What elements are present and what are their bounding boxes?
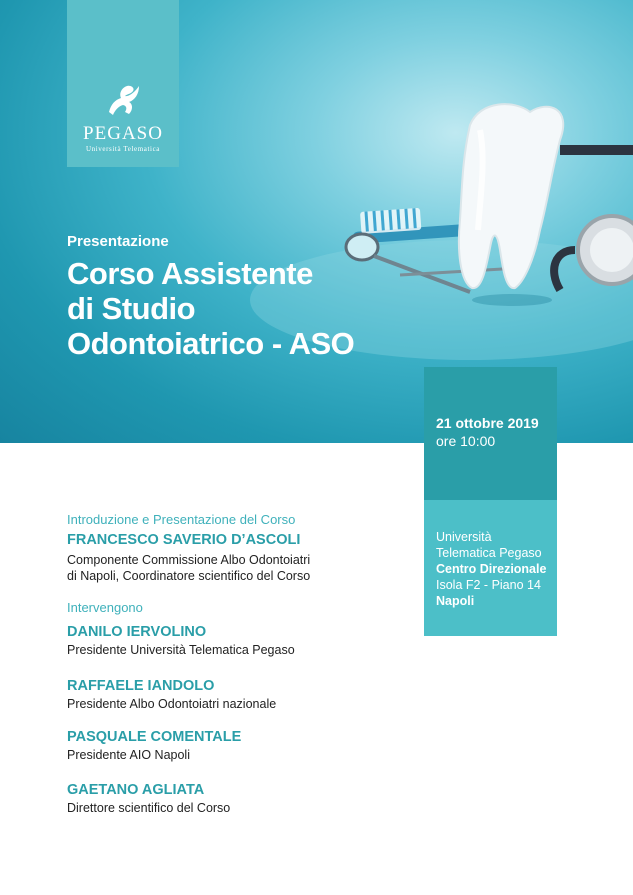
venue-city: Napoli <box>436 594 475 608</box>
logo-panel <box>67 0 179 167</box>
title-line: di Studio <box>67 291 196 326</box>
event-time: ore 10:00 <box>436 433 496 449</box>
speaker-role: Direttore scientifico del Corso <box>67 801 231 815</box>
title-line: Odontoiatrico - ASO <box>67 326 355 361</box>
date-box <box>424 367 557 500</box>
venue-line: Centro Direzionale <box>436 562 547 576</box>
intro-heading: Introduzione e Presentazione del Corso <box>67 512 296 527</box>
speaker-name: GAETANO AGLIATA <box>67 782 205 798</box>
kicker-text: Presentazione <box>67 233 169 250</box>
speaker-role: Presidente AIO Napoli <box>67 748 190 762</box>
speakers-heading: Intervengono <box>67 600 143 615</box>
speaker-role: Componente Commissione Albo Odontoiatri <box>67 553 311 567</box>
speaker-role: Presidente Università Telematica Pegaso <box>67 643 295 657</box>
speaker-name: FRANCESCO SAVERIO D’ASCOLI <box>67 532 301 548</box>
course-title <box>67 256 427 361</box>
pegasus-logo-icon <box>105 82 141 120</box>
venue-line: Università <box>436 530 492 544</box>
speaker-role: Presidente Albo Odontoiatri nazionale <box>67 697 277 711</box>
venue-line: Isola F2 - Piano 14 <box>436 578 541 592</box>
venue-line: Telematica Pegaso <box>436 546 542 560</box>
speaker-name: PASQUALE COMENTALE <box>67 729 242 745</box>
title-line: Corso Assistente <box>67 256 313 291</box>
logo-name: PEGASO <box>83 123 163 144</box>
speaker-name: DANILO IERVOLINO <box>67 624 207 640</box>
logo-subtitle: Università Telematica <box>86 145 160 153</box>
venue-box <box>424 500 557 636</box>
event-date: 21 ottobre 2019 <box>436 415 539 431</box>
speaker-role: di Napoli, Coordinatore scientifico del Corso <box>67 569 311 583</box>
speaker-name: RAFFAELE IANDOLO <box>67 678 215 694</box>
